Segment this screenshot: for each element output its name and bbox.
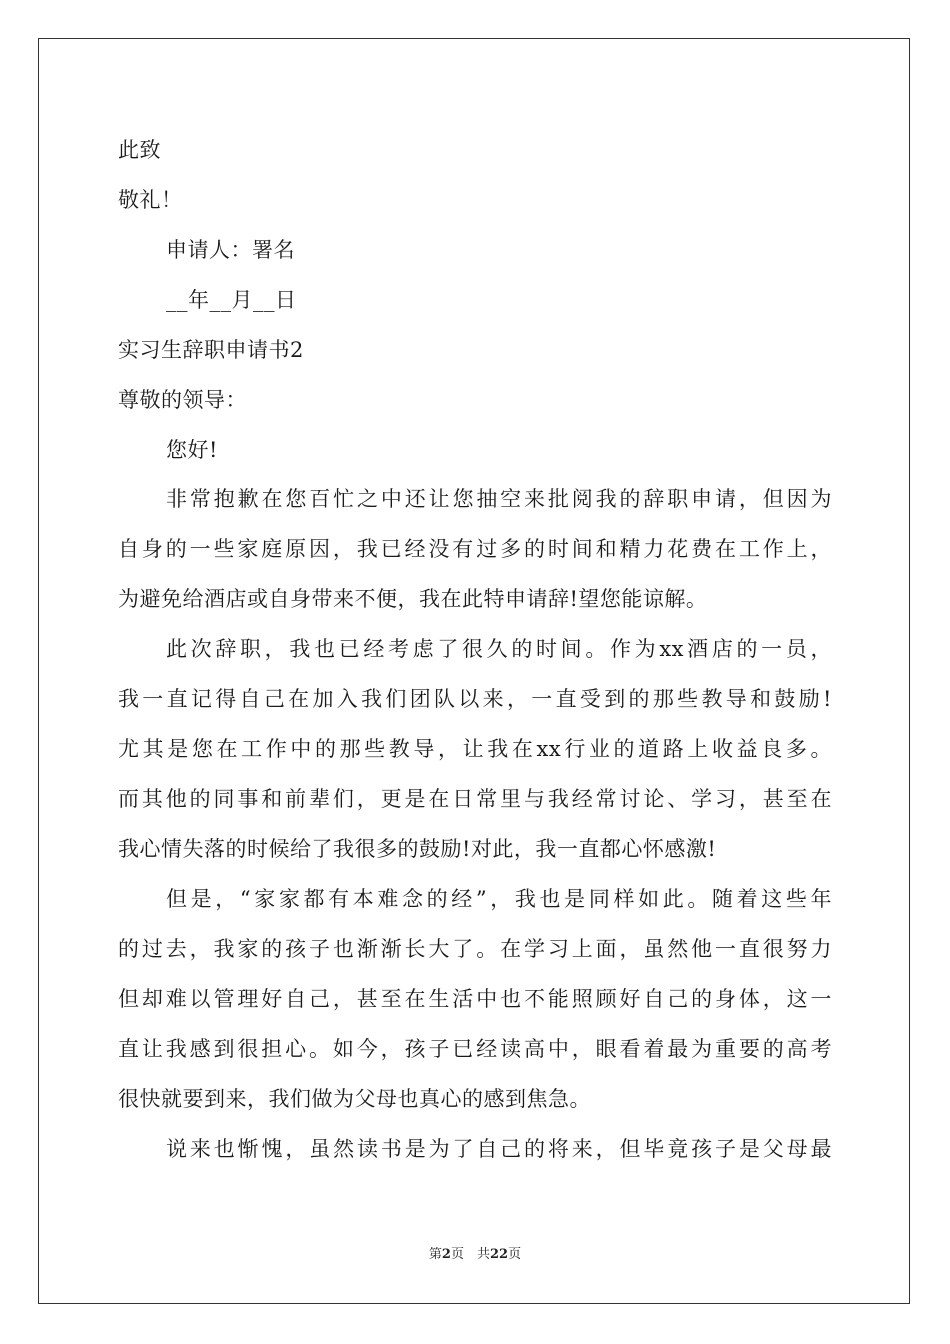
paragraph-line: 的过去，我家的孩子也渐渐长大了。在学习上面，虽然他一直很努力 [118,937,832,961]
paragraph-line: 为避免给酒店或自身带来不便，我在此特申请辞!望您能谅解。 [118,587,708,611]
section-title: 实习生辞职申请书2 [118,338,304,362]
footer-mid: 页 共 [450,1247,490,1262]
paragraph-line: 很快就要到来，我们做为父母也真心的感到焦急。 [118,1087,591,1111]
paragraph-line: 直让我感到很担心。如今，孩子已经读高中，眼看着最为重要的高考 [118,1037,832,1061]
closing-line-1: 此致 [118,138,161,162]
paragraph-line: 但是，“家家都有本难念的经”，我也是同样如此。随着这些年 [166,887,832,911]
salutation: 尊敬的领导： [118,388,247,412]
paragraph-line: 我一直记得自己在加入我们团队以来，一直受到的那些教导和鼓励! [118,687,832,711]
paragraph-line: 尤其是您在工作中的那些教导，让我在xx行业的道路上收益良多。 [118,737,832,761]
paragraph-line: 自身的一些家庭原因，我已经没有过多的时间和精力花费在工作上， [118,537,832,561]
footer-page-number: 2 [441,1247,451,1262]
paragraph-line: 但却难以管理好自己，甚至在生活中也不能照顾好自己的身体，这一 [118,987,832,1011]
paragraph-line: 此次辞职，我也已经考虑了很久的时间。作为xx酒店的一员， [166,637,832,661]
paragraph-line: 说来也惭愧，虽然读书是为了自己的将来，但毕竟孩子是父母最 [166,1137,832,1161]
footer-suffix: 页 [508,1247,522,1262]
page-footer [0,1246,950,1264]
page-frame [38,38,910,1304]
applicant-signature: 申请人：署名 [166,238,295,262]
footer-prefix: 第 [428,1247,442,1262]
closing-line-2: 敬礼！ [118,188,183,212]
greeting-hello: 您好! [166,438,218,462]
paragraph-line: 而其他的同事和前辈们，更是在日常里与我经常讨论、学习，甚至在 [118,787,832,811]
paragraph-line: 我心情失落的时候给了我很多的鼓励!对此，我一直都心怀感激! [118,837,717,861]
paragraph-line: 非常抱歉在您百忙之中还让您抽空来批阅我的辞职申请，但因为 [166,487,832,511]
date-line: __年__月__日 [166,288,297,312]
footer-total-pages: 22 [489,1247,509,1262]
